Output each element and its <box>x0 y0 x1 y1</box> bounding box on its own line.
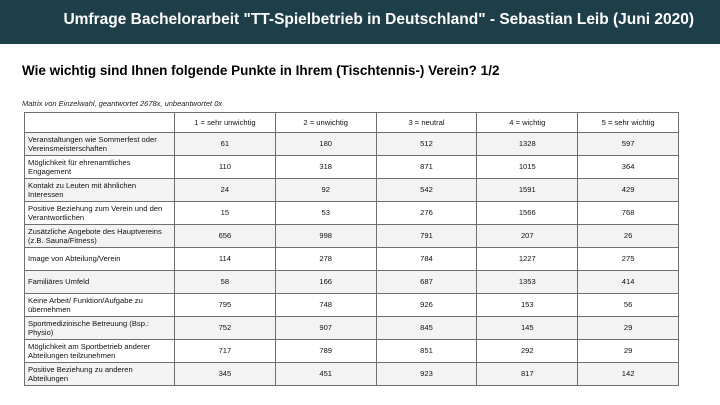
cell-value: 166 <box>275 271 376 294</box>
cell-value: 1591 <box>477 179 578 202</box>
table-header-row <box>25 113 679 133</box>
cell-value: 1227 <box>477 248 578 271</box>
table-row <box>25 294 679 317</box>
column-header: 4 = wichtig <box>477 113 578 133</box>
row-label: Positive Beziehung zu anderen Abteilungen <box>25 363 175 386</box>
cell-value: 748 <box>275 294 376 317</box>
cell-value: 110 <box>175 156 276 179</box>
question-title: Wie wichtig sind Ihnen folgende Punkte in Ihrem (Tischtennis-) Verein? 1/2 <box>22 63 500 78</box>
cell-value: 114 <box>175 248 276 271</box>
cell-value: 923 <box>376 363 477 386</box>
row-label: Zusätzliche Angebote des Hauptvereins (z.B. Sauna/Fitness) <box>25 225 175 248</box>
row-label: Kontakt zu Leuten mit ähnlichen Interessen <box>25 179 175 202</box>
table-row <box>25 271 679 294</box>
cell-value: 784 <box>376 248 477 271</box>
table-row <box>25 156 679 179</box>
cell-value: 364 <box>578 156 679 179</box>
cell-value: 791 <box>376 225 477 248</box>
cell-value: 998 <box>275 225 376 248</box>
column-header: 5 = sehr wichtig <box>578 113 679 133</box>
row-label: Möglichkeit für ehrenamtliches Engagement <box>25 156 175 179</box>
cell-value: 61 <box>175 133 276 156</box>
cell-value: 1566 <box>477 202 578 225</box>
cell-value: 752 <box>175 317 276 340</box>
table-row <box>25 248 679 271</box>
cell-value: 29 <box>578 317 679 340</box>
cell-value: 29 <box>578 340 679 363</box>
cell-value: 414 <box>578 271 679 294</box>
cell-value: 817 <box>477 363 578 386</box>
cell-value: 276 <box>376 202 477 225</box>
row-label: Positive Beziehung zum Verein und den Verantwortlichen <box>25 202 175 225</box>
cell-value: 597 <box>578 133 679 156</box>
table-row <box>25 363 679 386</box>
cell-value: 53 <box>275 202 376 225</box>
cell-value: 58 <box>175 271 276 294</box>
row-label: Möglichkeit am Sportbetrieb anderer Abteilungen teilzunehmen <box>25 340 175 363</box>
column-header: 3 = neutral <box>376 113 477 133</box>
cell-value: 845 <box>376 317 477 340</box>
cell-value: 795 <box>175 294 276 317</box>
cell-value: 1328 <box>477 133 578 156</box>
cell-value: 142 <box>578 363 679 386</box>
cell-value: 56 <box>578 294 679 317</box>
table-row <box>25 133 679 156</box>
cell-value: 512 <box>376 133 477 156</box>
header-bar <box>0 0 720 44</box>
cell-value: 278 <box>275 248 376 271</box>
row-label: Keine Arbeit/ Funktion/Aufgabe zu übernehmen <box>25 294 175 317</box>
table-row <box>25 179 679 202</box>
cell-value: 542 <box>376 179 477 202</box>
cell-value: 292 <box>477 340 578 363</box>
cell-value: 26 <box>578 225 679 248</box>
cell-value: 180 <box>275 133 376 156</box>
cell-value: 318 <box>275 156 376 179</box>
cell-value: 789 <box>275 340 376 363</box>
cell-value: 145 <box>477 317 578 340</box>
table-row <box>25 202 679 225</box>
row-label: Familiäres Umfeld <box>25 271 175 294</box>
row-label: Sportmedizinische Betreuung (Bsp.: Physio) <box>25 317 175 340</box>
table-row <box>25 225 679 248</box>
cell-value: 275 <box>578 248 679 271</box>
cell-value: 1353 <box>477 271 578 294</box>
table-row <box>25 340 679 363</box>
cell-value: 345 <box>175 363 276 386</box>
cell-value: 92 <box>275 179 376 202</box>
column-header: 2 = unwichtig <box>275 113 376 133</box>
cell-value: 907 <box>275 317 376 340</box>
cell-value: 429 <box>578 179 679 202</box>
column-header: 1 = sehr unwichtig <box>175 113 276 133</box>
row-label: Veranstaltungen wie Sommerfest oder Vereinsmeisterschaften <box>25 133 175 156</box>
cell-value: 15 <box>175 202 276 225</box>
cell-value: 717 <box>175 340 276 363</box>
table-row <box>25 317 679 340</box>
cell-value: 768 <box>578 202 679 225</box>
cell-value: 1015 <box>477 156 578 179</box>
row-label: Image von Abteilung/Verein <box>25 248 175 271</box>
cell-value: 153 <box>477 294 578 317</box>
cell-value: 207 <box>477 225 578 248</box>
cell-value: 687 <box>376 271 477 294</box>
header-title: Umfrage Bachelorarbeit "TT-Spielbetrieb in Deutschland" - Sebastian Leib (Juni 2020) <box>63 11 694 28</box>
cell-value: 451 <box>275 363 376 386</box>
response-matrix-table <box>24 112 679 386</box>
cell-value: 926 <box>376 294 477 317</box>
cell-value: 656 <box>175 225 276 248</box>
column-header-empty <box>25 113 175 133</box>
cell-value: 851 <box>376 340 477 363</box>
cell-value: 871 <box>376 156 477 179</box>
matrix-subtitle: Matrix von Einzelwahl, geantwortet 2678x, unbeantwortet 0x <box>22 99 223 108</box>
cell-value: 24 <box>175 179 276 202</box>
